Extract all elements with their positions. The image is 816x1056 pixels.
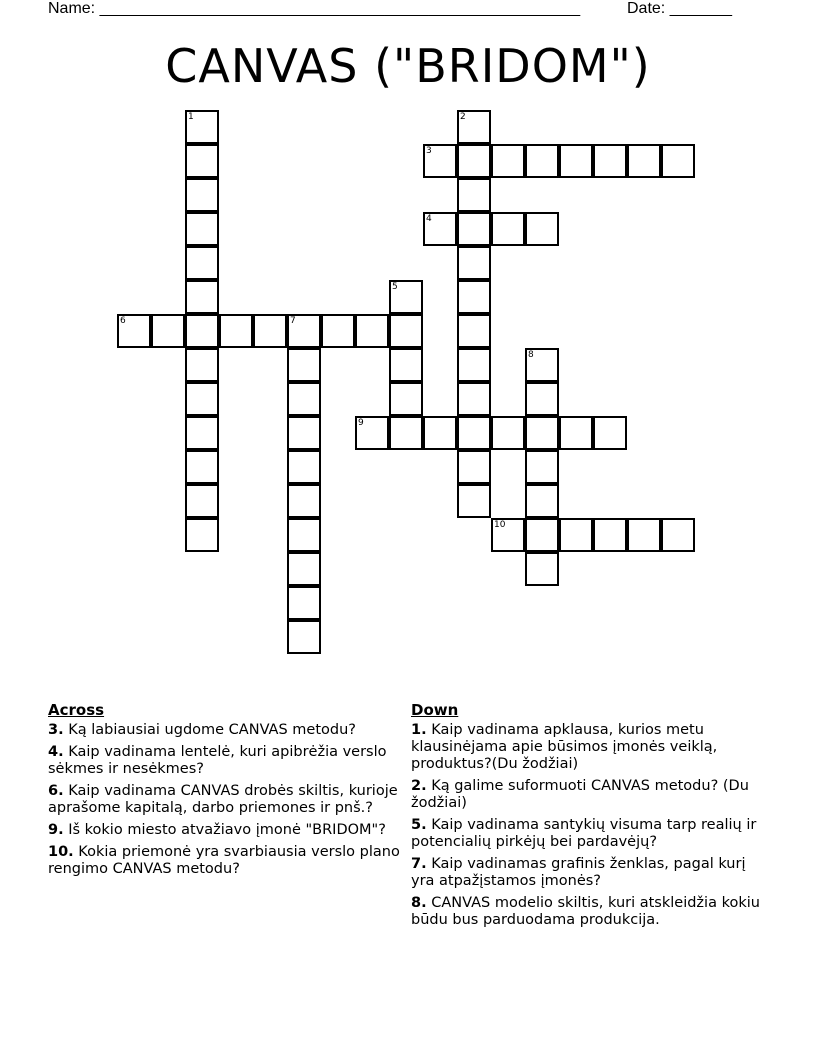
clue-number-label: 8.	[411, 895, 427, 911]
down-clue	[411, 856, 771, 890]
grid-cell[interactable]	[287, 382, 321, 416]
grid-cell[interactable]	[423, 416, 457, 450]
page-title: CANVAS ("BRIDOM")	[165, 39, 651, 93]
grid-cell[interactable]	[627, 144, 661, 178]
grid-cell[interactable]	[525, 212, 559, 246]
clue-text: Ką galime suformuoti CANVAS metodu? (Du žodžiai)	[411, 778, 749, 811]
grid-cell[interactable]	[287, 518, 321, 552]
name-field-label: Name: ______________________________________________________	[48, 0, 581, 17]
date-field-label: Date: _______	[627, 0, 732, 17]
clue-number-label: 2.	[411, 778, 427, 794]
clue-text: Kokia priemonė yra svarbiausia verslo plano rengimo CANVAS metodu?	[48, 844, 400, 877]
across-clue	[48, 722, 408, 739]
grid-cell[interactable]	[457, 178, 491, 212]
clue-text: Kaip vadinama santykių visuma tarp realių ir potencialių pirkėjų bei pardavėjų?	[411, 817, 757, 850]
grid-cell[interactable]	[457, 416, 491, 450]
grid-cell[interactable]	[389, 382, 423, 416]
grid-cell[interactable]	[559, 518, 593, 552]
grid-cell[interactable]	[457, 144, 491, 178]
grid-cell[interactable]	[525, 552, 559, 586]
clue-text: Ką labiausiai ugdome CANVAS metodu?	[63, 722, 356, 738]
grid-cell[interactable]	[219, 314, 253, 348]
grid-cell[interactable]	[457, 450, 491, 484]
grid-cell[interactable]	[457, 484, 491, 518]
grid-cell[interactable]	[525, 382, 559, 416]
grid-cell[interactable]	[287, 552, 321, 586]
grid-cell[interactable]	[287, 620, 321, 654]
grid-cell[interactable]	[457, 382, 491, 416]
grid-cell[interactable]	[321, 314, 355, 348]
grid-cell[interactable]	[185, 314, 219, 348]
down-clue	[411, 817, 771, 851]
grid-cell[interactable]	[287, 416, 321, 450]
grid-cell[interactable]	[525, 144, 559, 178]
grid-cell[interactable]	[457, 348, 491, 382]
grid-cell[interactable]	[661, 518, 695, 552]
clue-text: Iš kokio miesto atvažiavo įmonė "BRIDOM"?	[63, 822, 386, 838]
grid-cell[interactable]	[185, 246, 219, 280]
across-heading: Across	[48, 701, 105, 719]
clue-number-label: 9.	[48, 822, 64, 838]
grid-cell[interactable]	[185, 518, 219, 552]
grid-cell[interactable]	[559, 416, 593, 450]
grid-cell[interactable]	[287, 484, 321, 518]
grid-cell[interactable]	[185, 178, 219, 212]
grid-cell[interactable]	[389, 314, 423, 348]
grid-cell[interactable]	[287, 348, 321, 382]
grid-cell[interactable]	[185, 348, 219, 382]
clue-number-label: 1.	[411, 722, 427, 738]
grid-cell[interactable]	[525, 518, 559, 552]
clue-number: 10	[494, 520, 506, 530]
down-clue	[411, 722, 771, 773]
across-clue	[48, 744, 408, 778]
grid-cell[interactable]	[593, 518, 627, 552]
grid-cell[interactable]	[525, 416, 559, 450]
clue-number: 1	[188, 112, 194, 122]
grid-cell[interactable]	[491, 416, 525, 450]
across-clue	[48, 822, 408, 839]
clue-number: 4	[426, 214, 432, 224]
grid-cell[interactable]	[661, 144, 695, 178]
clue-number: 8	[528, 350, 534, 360]
grid-cell[interactable]	[185, 484, 219, 518]
grid-cell[interactable]	[627, 518, 661, 552]
clue-number: 6	[120, 316, 126, 326]
grid-cell[interactable]	[457, 246, 491, 280]
clue-number: 7	[290, 316, 296, 326]
clue-number-label: 5.	[411, 817, 427, 833]
clue-number: 5	[392, 282, 398, 292]
clue-number-label: 3.	[48, 722, 64, 738]
clue-number-label: 7.	[411, 856, 427, 872]
grid-cell[interactable]	[457, 314, 491, 348]
clue-text: CANVAS modelio skiltis, kuri atskleidžia kokiu būdu bus parduodama produkcija.	[411, 895, 760, 928]
clue-number: 2	[460, 112, 466, 122]
grid-cell[interactable]	[185, 144, 219, 178]
grid-cell[interactable]	[525, 450, 559, 484]
clue-number: 3	[426, 146, 432, 156]
clue-number-label: 4.	[48, 744, 64, 760]
down-clue	[411, 895, 771, 929]
grid-cell[interactable]	[185, 382, 219, 416]
grid-cell[interactable]	[185, 212, 219, 246]
grid-cell[interactable]	[185, 450, 219, 484]
down-heading: Down	[411, 701, 459, 719]
grid-cell[interactable]	[491, 212, 525, 246]
grid-cell[interactable]	[593, 416, 627, 450]
grid-cell[interactable]	[151, 314, 185, 348]
grid-cell[interactable]	[525, 484, 559, 518]
grid-cell[interactable]	[185, 280, 219, 314]
clue-text: Kaip vadinama lentelė, kuri apibrėžia verslo sėkmes ir nesėkmes?	[48, 744, 387, 777]
clue-number-label: 10.	[48, 844, 74, 860]
grid-cell[interactable]	[287, 450, 321, 484]
clue-text: Kaip vadinama apklausa, kurios metu klausinėjama apie būsimos įmonės veiklą, produktus?(Du žodžiai)	[411, 722, 718, 772]
grid-cell[interactable]	[355, 314, 389, 348]
down-clues	[411, 702, 771, 934]
grid-cell[interactable]	[457, 212, 491, 246]
clue-text: Kaip vadinama CANVAS drobės skiltis, kurioje aprašome kapitalą, darbo priemones ir pnš.?	[48, 783, 398, 816]
clue-text: Kaip vadinamas grafinis ženklas, pagal kurį yra atpažįstamos įmonės?	[411, 856, 746, 889]
clue-number-label: 6.	[48, 783, 64, 799]
grid-cell[interactable]	[491, 144, 525, 178]
grid-cell[interactable]	[253, 314, 287, 348]
grid-cell[interactable]	[559, 144, 593, 178]
across-clue	[48, 844, 408, 878]
grid-cell[interactable]	[287, 586, 321, 620]
grid-cell[interactable]	[389, 348, 423, 382]
grid-cell[interactable]	[185, 416, 219, 450]
grid-cell[interactable]	[593, 144, 627, 178]
across-clue	[48, 783, 408, 817]
across-clues	[48, 702, 408, 883]
grid-cell[interactable]	[389, 416, 423, 450]
clue-number: 9	[358, 418, 364, 428]
down-clue	[411, 778, 771, 812]
grid-cell[interactable]	[457, 280, 491, 314]
